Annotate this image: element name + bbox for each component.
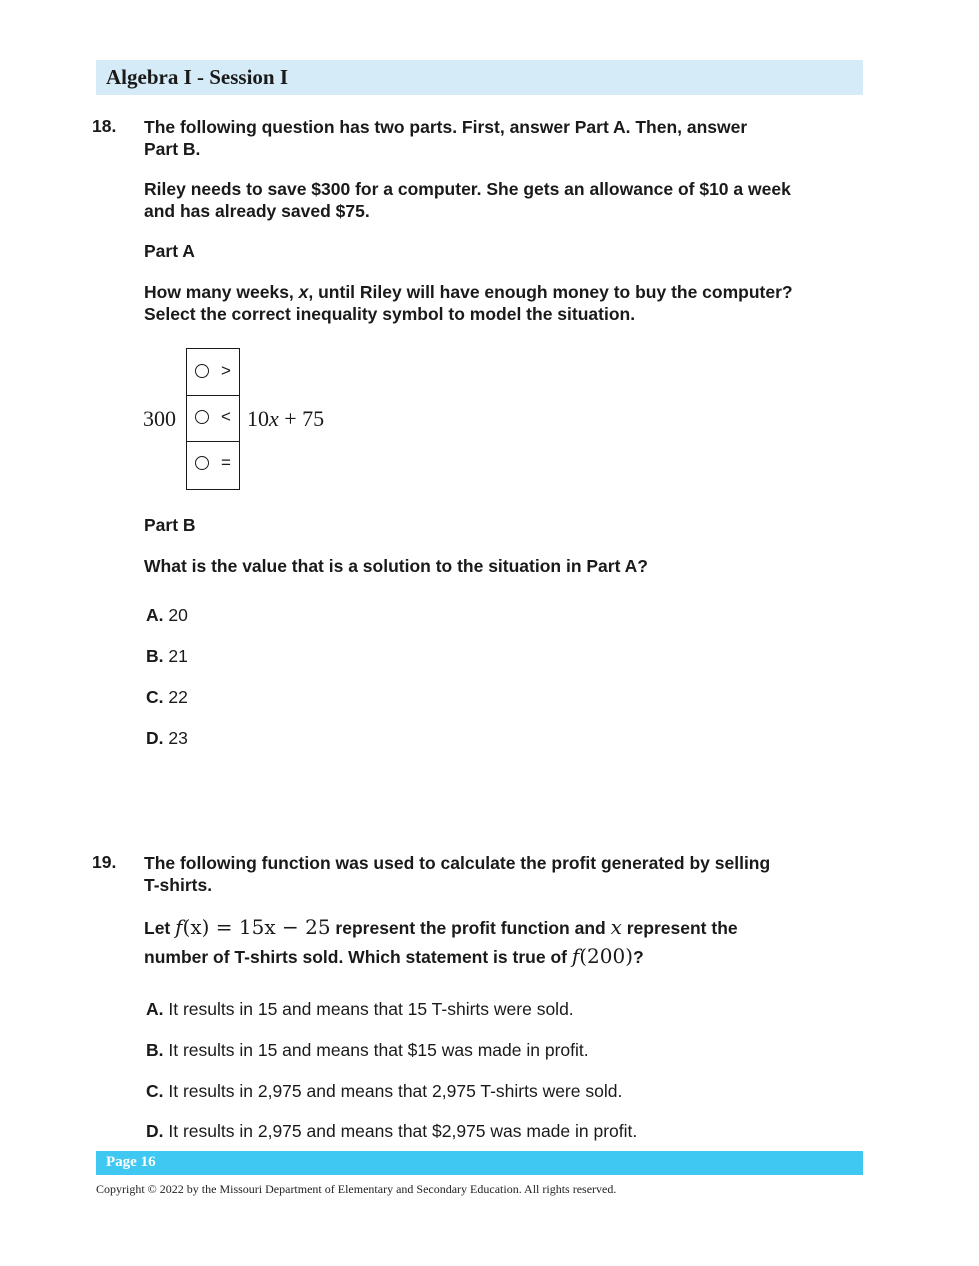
option-text: It results in 15 and means that $15 was made in profit. xyxy=(168,1040,589,1060)
option-text: It results in 2,975 and means that $2,975 was made in profit. xyxy=(168,1121,638,1141)
function-body: (x) = 15x − 25 xyxy=(182,915,331,939)
stem-text: represent the xyxy=(626,918,738,938)
option-letter: A. xyxy=(146,999,164,1019)
option-letter: B. xyxy=(146,646,164,666)
part-a-text: How many weeks, xyxy=(144,282,299,302)
option-text: 21 xyxy=(168,646,188,666)
part-a-text: , until Riley will have enough money to buy the computer? xyxy=(308,282,793,302)
option-text: 20 xyxy=(168,605,188,625)
header-band xyxy=(96,60,863,95)
radio-icon[interactable] xyxy=(195,456,209,470)
stem-text: Let xyxy=(144,918,171,938)
radio-icon[interactable] xyxy=(195,410,209,424)
context-line: and has already saved $75. xyxy=(144,201,370,221)
option-a[interactable] xyxy=(146,605,188,626)
evaluation-expression xyxy=(572,944,633,968)
option-text: 22 xyxy=(168,687,188,707)
inequality-symbol-selector xyxy=(186,348,240,490)
question-19-stem xyxy=(144,913,864,971)
footer-band xyxy=(96,1151,863,1175)
stem-text: number of T-shirts sold. Which statement is true of xyxy=(144,947,567,967)
rhs-variable: x xyxy=(269,406,279,431)
symbol-label: > xyxy=(221,361,231,380)
question-18-context xyxy=(144,178,864,222)
stem-text: ? xyxy=(633,947,644,967)
option-letter: A. xyxy=(146,605,164,625)
option-d[interactable] xyxy=(146,1121,637,1142)
option-c[interactable] xyxy=(146,687,188,708)
option-a[interactable] xyxy=(146,999,574,1020)
part-a-text: Select the correct inequality symbol to model the situation. xyxy=(144,304,636,324)
page-title: Algebra I - Session I xyxy=(106,65,289,89)
intro-line: The following function was used to calculate the profit generated by selling xyxy=(144,853,771,873)
rhs-coefficient: 10 xyxy=(247,406,269,431)
part-a-label: Part A xyxy=(144,241,195,261)
option-letter: D. xyxy=(146,1121,164,1141)
symbol-option-equal[interactable] xyxy=(187,441,239,487)
option-letter: C. xyxy=(146,1081,164,1101)
variable-x: x xyxy=(298,282,309,302)
option-text: It results in 15 and means that 15 T-shirts were sold. xyxy=(168,999,574,1019)
question-19-number: 19. xyxy=(92,852,117,872)
equation-rhs xyxy=(247,406,324,432)
function-expression xyxy=(175,915,330,939)
question-19-intro xyxy=(144,852,864,896)
equation-lhs: 300 xyxy=(143,406,176,431)
intro-line: T-shirts. xyxy=(144,875,213,895)
stem-text: represent the profit function and xyxy=(335,918,606,938)
page-number: Page 16 xyxy=(106,1154,156,1170)
option-b[interactable] xyxy=(146,1040,589,1061)
intro-line: The following question has two parts. First, answer Part A. Then, answer xyxy=(144,117,748,137)
question-18-number: 18. xyxy=(92,116,117,136)
function-name: f xyxy=(571,944,580,968)
option-letter: B. xyxy=(146,1040,164,1060)
variable-x: x xyxy=(610,915,622,939)
option-c[interactable] xyxy=(146,1081,622,1102)
context-line: Riley needs to save $300 for a computer. She gets an allowance of $10 a week xyxy=(144,179,791,199)
radio-icon[interactable] xyxy=(195,364,209,378)
function-argument: (200) xyxy=(579,944,634,968)
option-letter: D. xyxy=(146,728,164,748)
option-d[interactable] xyxy=(146,728,188,749)
rhs-constant: + 75 xyxy=(278,406,325,431)
option-b[interactable] xyxy=(146,646,188,667)
symbol-option-greater[interactable] xyxy=(187,349,239,396)
question-18-intro xyxy=(144,116,864,160)
intro-line: Part B. xyxy=(144,139,201,159)
option-letter: C. xyxy=(146,687,164,707)
part-b-label: Part B xyxy=(144,515,196,535)
symbol-option-less[interactable] xyxy=(187,395,239,442)
part-b-question: What is the value that is a solution to the situation in Part A? xyxy=(144,556,648,576)
copyright-notice: Copyright © 2022 by the Missouri Department of Elementary and Secondary Education. All rights reserved. xyxy=(96,1182,617,1196)
symbol-label: < xyxy=(221,407,231,426)
part-a-question xyxy=(144,281,864,325)
symbol-label: = xyxy=(221,453,231,472)
function-name: f xyxy=(175,915,183,939)
option-text: 23 xyxy=(168,728,188,748)
option-text: It results in 2,975 and means that 2,975 T-shirts were sold. xyxy=(168,1081,623,1101)
